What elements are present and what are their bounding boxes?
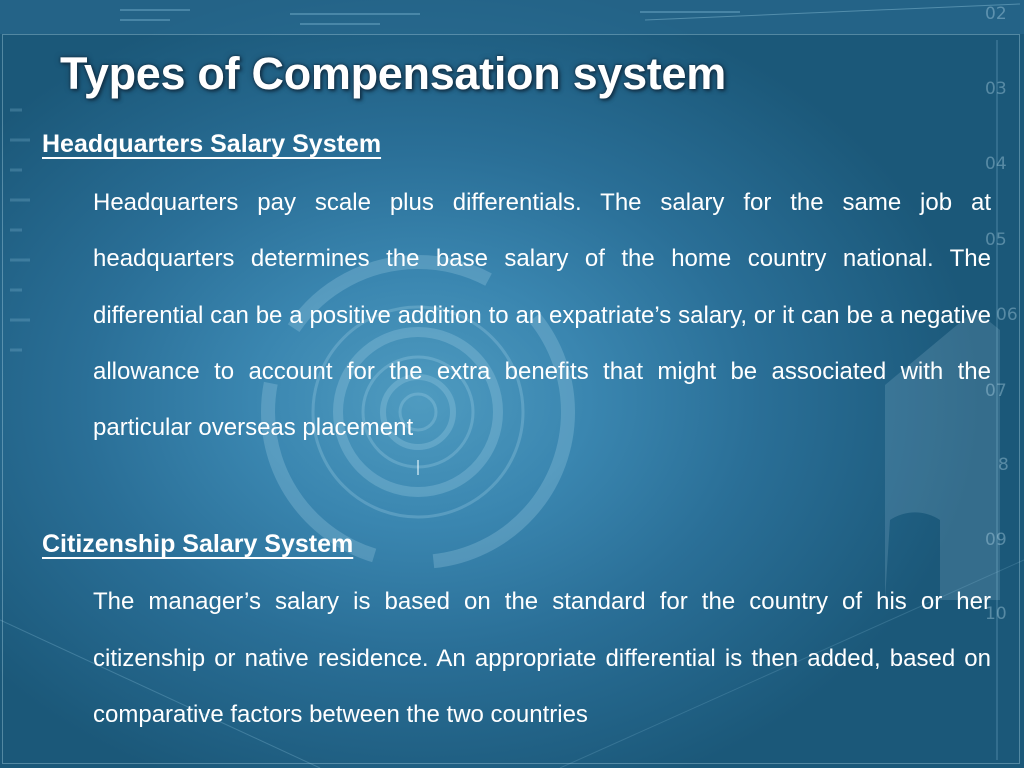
scale-number: 09 [985, 530, 1007, 550]
section-heading-headquarters: Headquarters Salary System [42, 130, 382, 158]
scale-number: 05 [985, 230, 1007, 250]
scale-number: 06 [996, 305, 1018, 325]
section-body-citizenship: The manager’s salary is based on the standard for the country of his or her citizenship or native residence. An appropriate differential is then added, based on comparative factors between the two countries [93, 588, 991, 728]
scale-number: 8 [998, 455, 1009, 475]
section-heading-citizenship: Citizenship Salary System [42, 530, 354, 558]
scale-number: 03 [985, 79, 1007, 99]
section-body-headquarters: Headquarters pay scale plus differentials. The salary for the same job at headquarters determines the base salary of the home country national. The differential can be a positive addition to an expatriate’s salary, or it can be a negative allowance to account for the extra benefits that might be associated with the particular overseas placement [93, 189, 991, 442]
scale-number: 07 [985, 381, 1007, 401]
scale-number: 02 [985, 4, 1007, 24]
scale-number: 10 [985, 604, 1007, 624]
slide-title: Types of Compensation system [60, 48, 726, 99]
scale-number: 04 [985, 154, 1007, 174]
